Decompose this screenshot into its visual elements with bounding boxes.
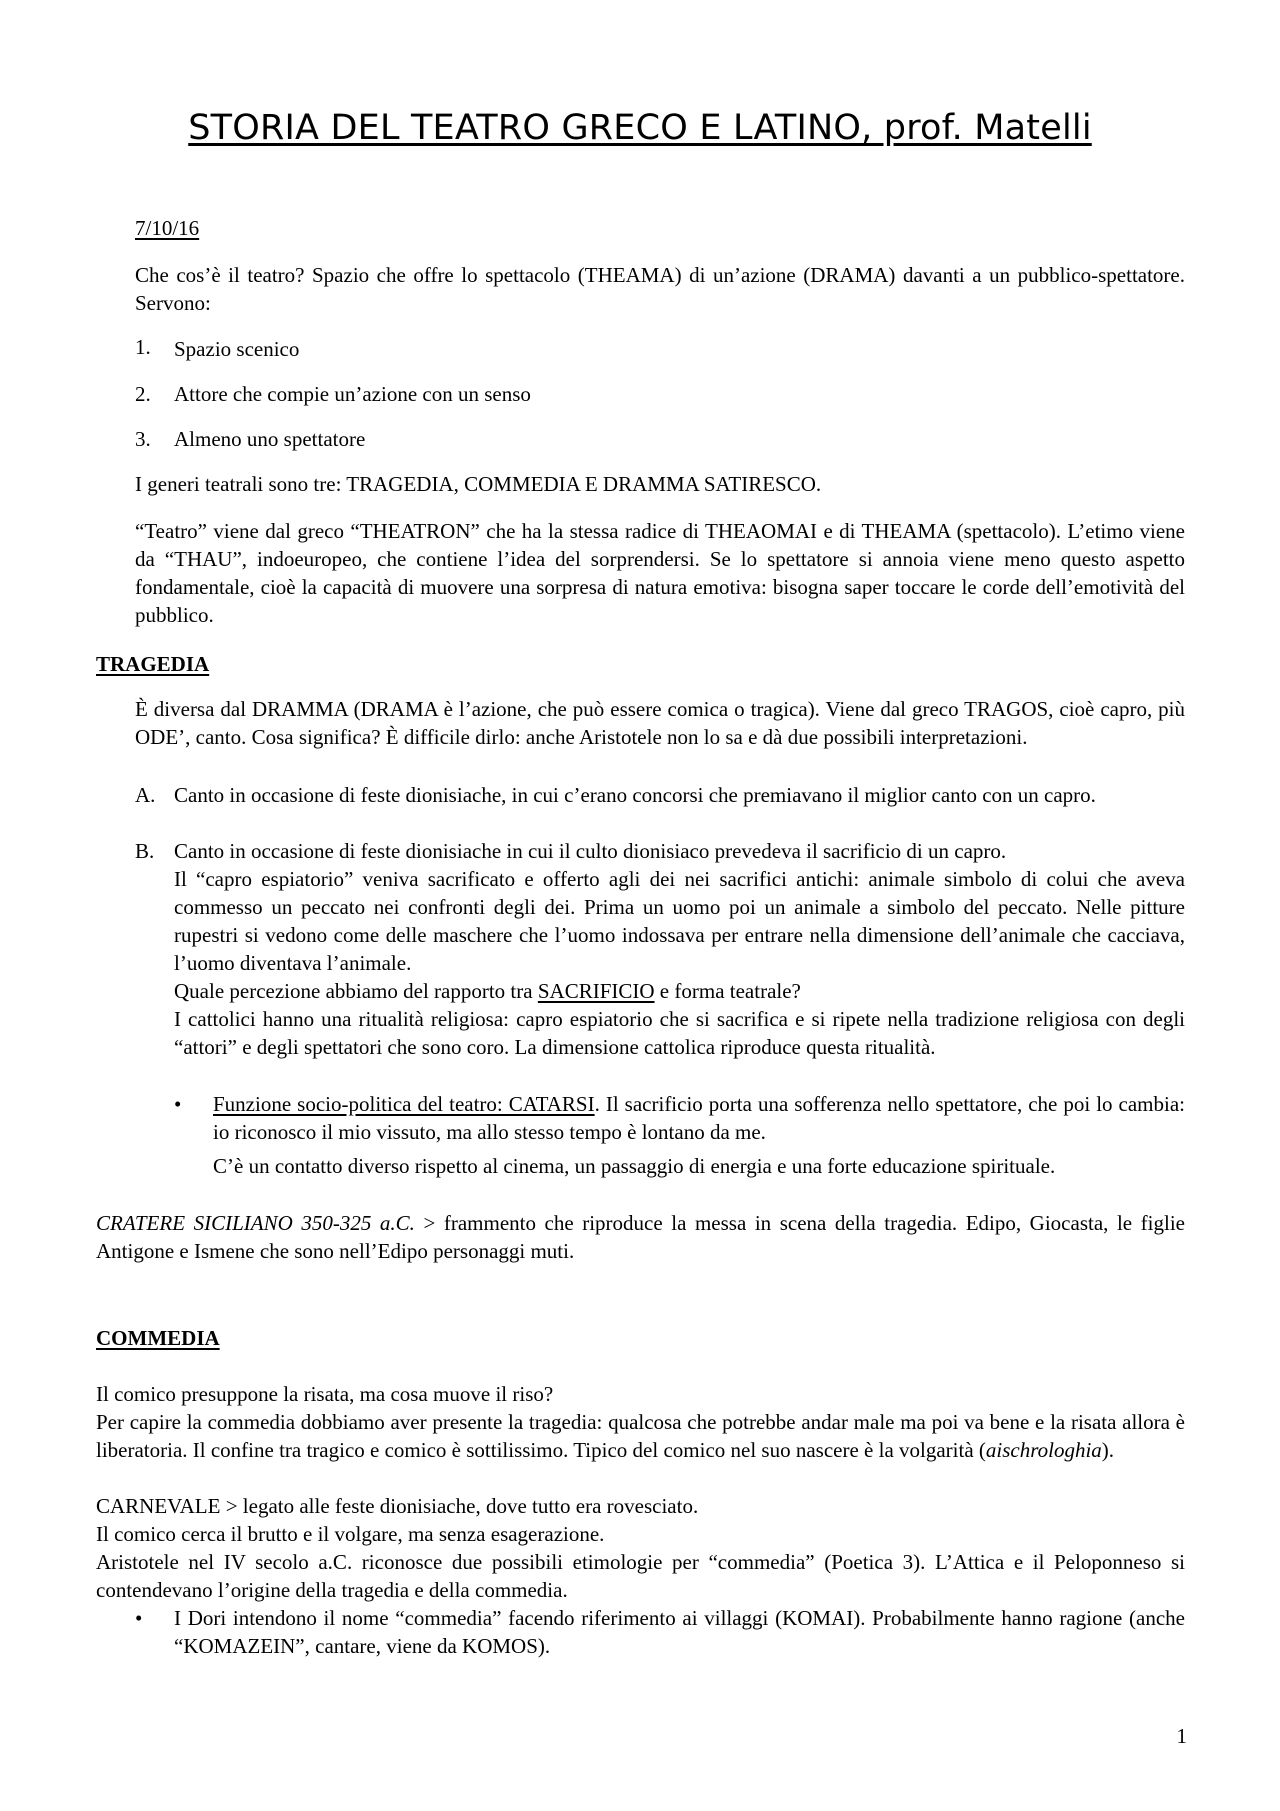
commedia-paragraph (96, 1408, 1185, 1464)
list-item: Canto in occasione di feste dionisiache in cui il culto dionisiaco prevedeva il sacrificio di un capro. (174, 839, 1007, 863)
question-text: Quale percezione abbiamo del rapporto tra (174, 979, 538, 1003)
page-number: 1 (1176, 1724, 1187, 1748)
dori-bullet: I Dori intendono il nome “commedia” facendo riferimento ai villaggi (KOMAI). Probabilmente hanno ragione (anche “KOMAZEIN”, cantare, viene da KOMOS). (174, 1606, 1185, 1658)
list-number: 3. (135, 427, 151, 451)
catarsi-term: Funzione socio-politica del teatro: CATARSI (213, 1092, 595, 1116)
section-heading-tragedia: TRAGEDIA (96, 652, 210, 676)
aristotele-paragraph: Aristotele nel IV secolo a.C. riconosce due possibili etimologie per “commedia” (Poetica 3). L’Attica e il Peloponneso si contendevano l’origine della tragedia e della commedia. (96, 1550, 1185, 1602)
sacrificio-term: SACRIFICIO (537, 979, 655, 1003)
bullet-icon: • (135, 1606, 143, 1630)
commedia-text: ). (1101, 1438, 1115, 1462)
list-item: Canto in occasione di feste dionisiache, in cui c’erano concorsi che premiavano il miglior canto con un capro. (174, 783, 1096, 807)
list-number: 1. (135, 335, 151, 359)
capro-paragraph: Il “capro espiatorio” veniva sacrificato e offerto agli dei nei sacrifici antichi: animale simbolo di colui che aveva commesso un peccato nei confronti degli dei. Prima un uomo poi un animale a simbolo del peccato. Nelle pitture rupestri si vedono come delle maschere che l’uomo indossava per entrare nella dimensione dell’animale che cacciava, l’uomo diventava l’animale. (174, 867, 1185, 975)
cratere-term: CRATERE SICILIANO 350-325 a.C. (96, 1211, 415, 1235)
list-item: Almeno uno spettatore (174, 427, 366, 451)
sacrificio-question (174, 977, 801, 1005)
aischrologhia-term: aischrologhia (985, 1438, 1102, 1462)
genres-paragraph: I generi teatrali sono tre: TRAGEDIA, COMMEDIA E DRAMMA SATIRESCO. (135, 472, 822, 496)
list-letter: A. (135, 783, 156, 807)
list-number: 2. (135, 382, 151, 406)
etymology-paragraph: “Teatro” viene dal greco “THEATRON” che ha la stessa radice di THEAOMAI e di THEAMA (spettacolo). L’etimo viene da “THAU”, indoeuropeo, che contiene l’idea del sorprendersi. Se lo spettatore si annoia viene meno questo aspetto fondamentale, cioè la capacità di muovere una sorpresa di natura emotiva: bisogna saper toccare le corde dell’emotività del pubblico. (135, 519, 1185, 627)
catarsi-text: . Il sacrificio porta una sofferenza nello spettatore, che poi lo cambia: io riconosco il mio vissuto, ma allo stesso tempo è lontano da me. (213, 1092, 1185, 1144)
list-item: Spazio scenico (174, 337, 300, 361)
carnevale-line: CARNEVALE > legato alle feste dionisiache, dove tutto era rovesciato. (96, 1494, 699, 1518)
question-text: e forma teatrale? (654, 979, 801, 1003)
cinema-paragraph: C’è un contatto diverso rispetto al cinema, un passaggio di energia e una forte educazione spirituale. (213, 1154, 1056, 1178)
page-title: STORIA DEL TEATRO GRECO E LATINO, prof. Matelli (188, 108, 1092, 148)
bullet-icon: • (174, 1092, 182, 1116)
list-letter: B. (135, 839, 155, 863)
lecture-date: 7/10/16 (135, 216, 200, 240)
commedia-text: Per capire la commedia dobbiamo aver presente la tragedia: qualcosa che potrebbe andar male ma poi va bene e la risata allora è liberatoria. Il confine tra tragico e comico è sottilissimo. Tipico del comico nel suo nascere è la volgarità ( (96, 1410, 1185, 1462)
cattolici-paragraph: I cattolici hanno una ritualità religiosa: capro espiatorio che si sacrifica e si ripete nella tradizione religiosa con degli “attori” e degli spettatori che sono coro. La dimensione cattolica riproduce questa ritualità. (174, 1007, 1185, 1059)
section-heading-commedia: COMMEDIA (96, 1326, 220, 1350)
cratere-text: > frammento che riproduce la messa in scena della tragedia. Edipo, Giocasta, le figlie Antigone e Ismene che sono nell’Edipo personaggi muti. (96, 1211, 1185, 1263)
intro-paragraph: Che cos’è il teatro? Spazio che offre lo spettacolo (THEAMA) di un’azione (DRAMA) davanti a un pubblico-spettatore. Servono: (135, 263, 1185, 315)
cratere-paragraph (96, 1209, 1185, 1265)
catarsi-bullet (213, 1090, 1185, 1146)
commedia-line: Il comico presuppone la risata, ma cosa muove il riso? (96, 1382, 554, 1406)
tragedia-intro-paragraph: È diversa dal DRAMMA (DRAMA è l’azione, che può essere comica o tragica). Viene dal greco TRAGOS, cioè capro, più ODE’, canto. Cosa significa? È difficile dirlo: anche Aristotele non lo sa e dà due possibili interpretazioni. (135, 697, 1185, 749)
brutto-line: Il comico cerca il brutto e il volgare, ma senza esagerazione. (96, 1522, 605, 1546)
list-item: Attore che compie un’azione con un senso (174, 382, 531, 406)
